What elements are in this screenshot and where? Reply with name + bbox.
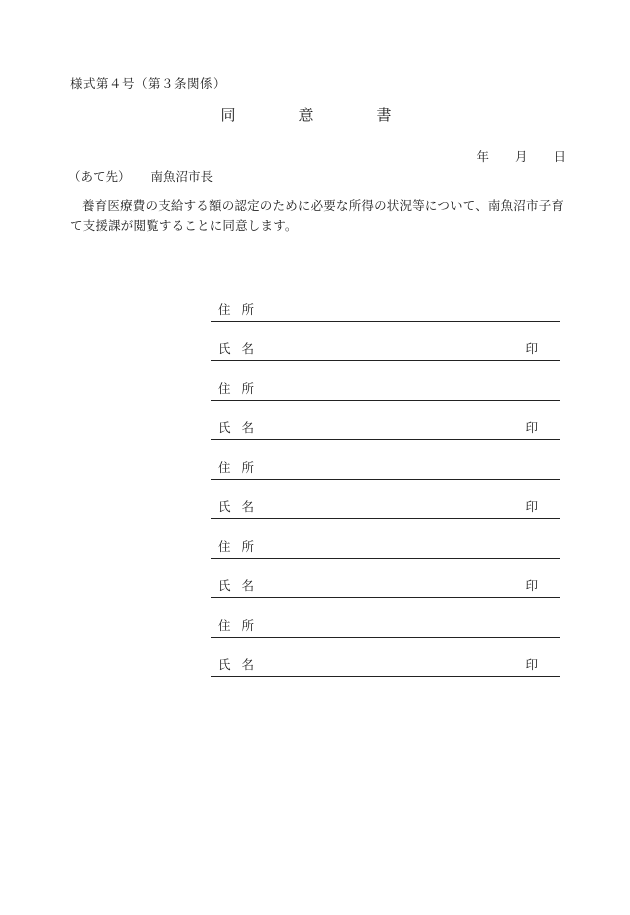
address-label: 住所 bbox=[218, 538, 266, 554]
addressee-label: （あて先） bbox=[68, 169, 131, 184]
name-field-3[interactable] bbox=[211, 480, 560, 520]
address-label: 住所 bbox=[218, 459, 266, 475]
seal-mark: 印 bbox=[525, 341, 538, 356]
addressee bbox=[68, 167, 213, 185]
date-day-label: 日 bbox=[553, 149, 566, 164]
document-title: 同 意 書 bbox=[220, 106, 416, 124]
date-month-label: 月 bbox=[514, 149, 528, 164]
seal-mark: 印 bbox=[525, 420, 538, 435]
name-label: 氏名 bbox=[218, 657, 266, 672]
date-year-label: 年 bbox=[476, 149, 489, 164]
name-field-4[interactable] bbox=[211, 559, 560, 599]
address-label: 住所 bbox=[218, 301, 266, 317]
name-label: 氏名 bbox=[218, 420, 266, 435]
signature-section bbox=[211, 282, 560, 677]
name-field-2[interactable] bbox=[211, 401, 560, 441]
address-field-4[interactable] bbox=[211, 519, 560, 559]
name-label: 氏名 bbox=[218, 578, 266, 593]
address-field-1[interactable] bbox=[211, 282, 560, 322]
addressee-name: 南魚沼市長 bbox=[150, 169, 214, 184]
address-field-2[interactable] bbox=[211, 361, 560, 401]
seal-mark: 印 bbox=[525, 499, 538, 514]
name-label: 氏名 bbox=[218, 341, 266, 356]
address-field-3[interactable] bbox=[211, 440, 560, 480]
date-line bbox=[454, 147, 566, 165]
name-field-5[interactable] bbox=[211, 638, 560, 678]
seal-mark: 印 bbox=[525, 657, 538, 672]
form-number: 様式第４号（第３条関係） bbox=[70, 76, 227, 91]
address-field-5[interactable] bbox=[211, 598, 560, 638]
seal-mark: 印 bbox=[525, 578, 538, 593]
address-label: 住所 bbox=[218, 617, 266, 633]
name-field-1[interactable] bbox=[211, 322, 560, 362]
consent-statement: 養育医療費の支給する額の認定のために必要な所得の状況等について、南魚沼市子育て支援課が閲覧することに同意します。 bbox=[70, 198, 565, 233]
name-label: 氏名 bbox=[218, 499, 266, 514]
address-label: 住所 bbox=[218, 380, 266, 396]
